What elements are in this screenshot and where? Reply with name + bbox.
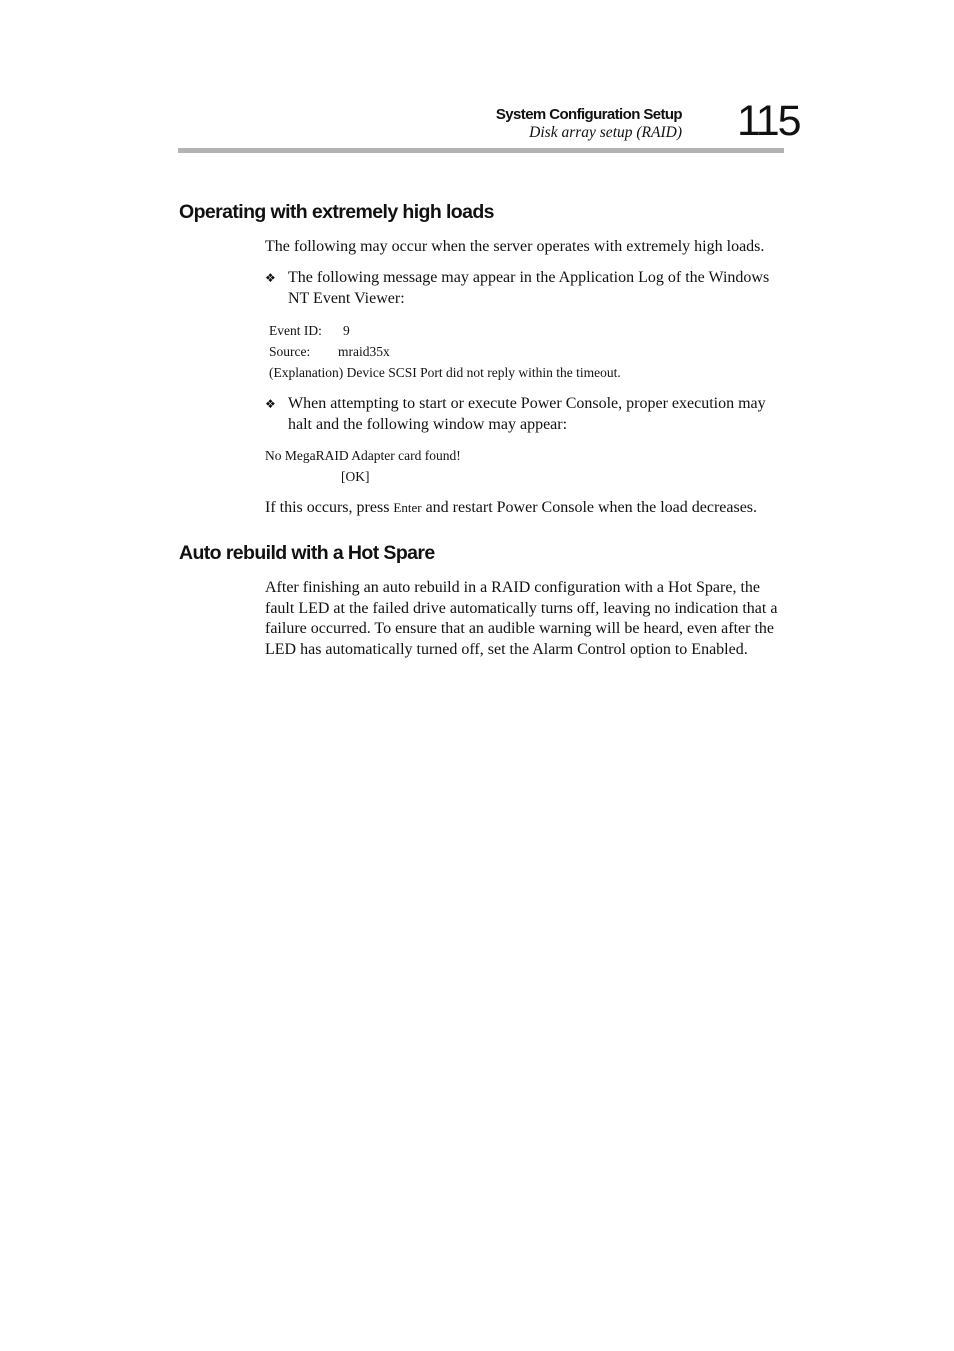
dialog-message: No MegaRAID Adapter card found! <box>265 448 461 463</box>
bullet-text: When attempting to start or execute Power Console, proper execution may halt and the following window may appear: <box>288 395 766 433</box>
event-id-value: 9 <box>343 323 350 338</box>
bullet-text: The following message may appear in the Application Log of the Windows NT Event Viewer: <box>288 269 770 307</box>
event-id-label: Event ID: <box>269 323 322 338</box>
source-value: mraid35x <box>338 344 390 359</box>
explanation-line: (Explanation) Device SCSI Port did not reply within the timeout. <box>269 365 621 380</box>
diamond-bullet-icon: ❖ <box>265 271 276 285</box>
diamond-bullet-icon: ❖ <box>265 397 276 411</box>
resolution-paragraph <box>265 498 785 519</box>
page-number: 115 <box>737 97 800 145</box>
intro-paragraph: The following may occur when the server operates with extremely high loads. <box>265 238 765 255</box>
dialog-ok-button-label: [OK] <box>341 469 370 484</box>
section-heading-high-loads: Operating with extremely high loads <box>179 201 494 223</box>
resolution-text-before: If this occurs, press <box>265 499 394 516</box>
running-header <box>496 106 682 142</box>
resolution-text-after: and restart Power Console when the load decreases. <box>421 499 758 516</box>
section-heading-hot-spare: Auto rebuild with a Hot Spare <box>179 542 435 564</box>
bullet-item-power-console <box>265 394 785 435</box>
section-subtitle: Disk array setup (RAID) <box>529 124 682 141</box>
hot-spare-paragraph: After finishing an auto rebuild in a RAID configuration with a Hot Spare, the fault LED at the failed drive automatically turns off, leaving no indication that a failure occurred. To ensure that an audible warning will be heard, even after the LED has automatically turned off, set the Alarm Control option to Enabled. <box>265 579 778 659</box>
header-divider <box>178 148 784 153</box>
source-label: Source: <box>269 344 311 359</box>
enter-key-label: Enter <box>393 500 422 515</box>
bullet-item-event-log <box>265 268 785 309</box>
chapter-title: System Configuration Setup <box>495 106 682 123</box>
